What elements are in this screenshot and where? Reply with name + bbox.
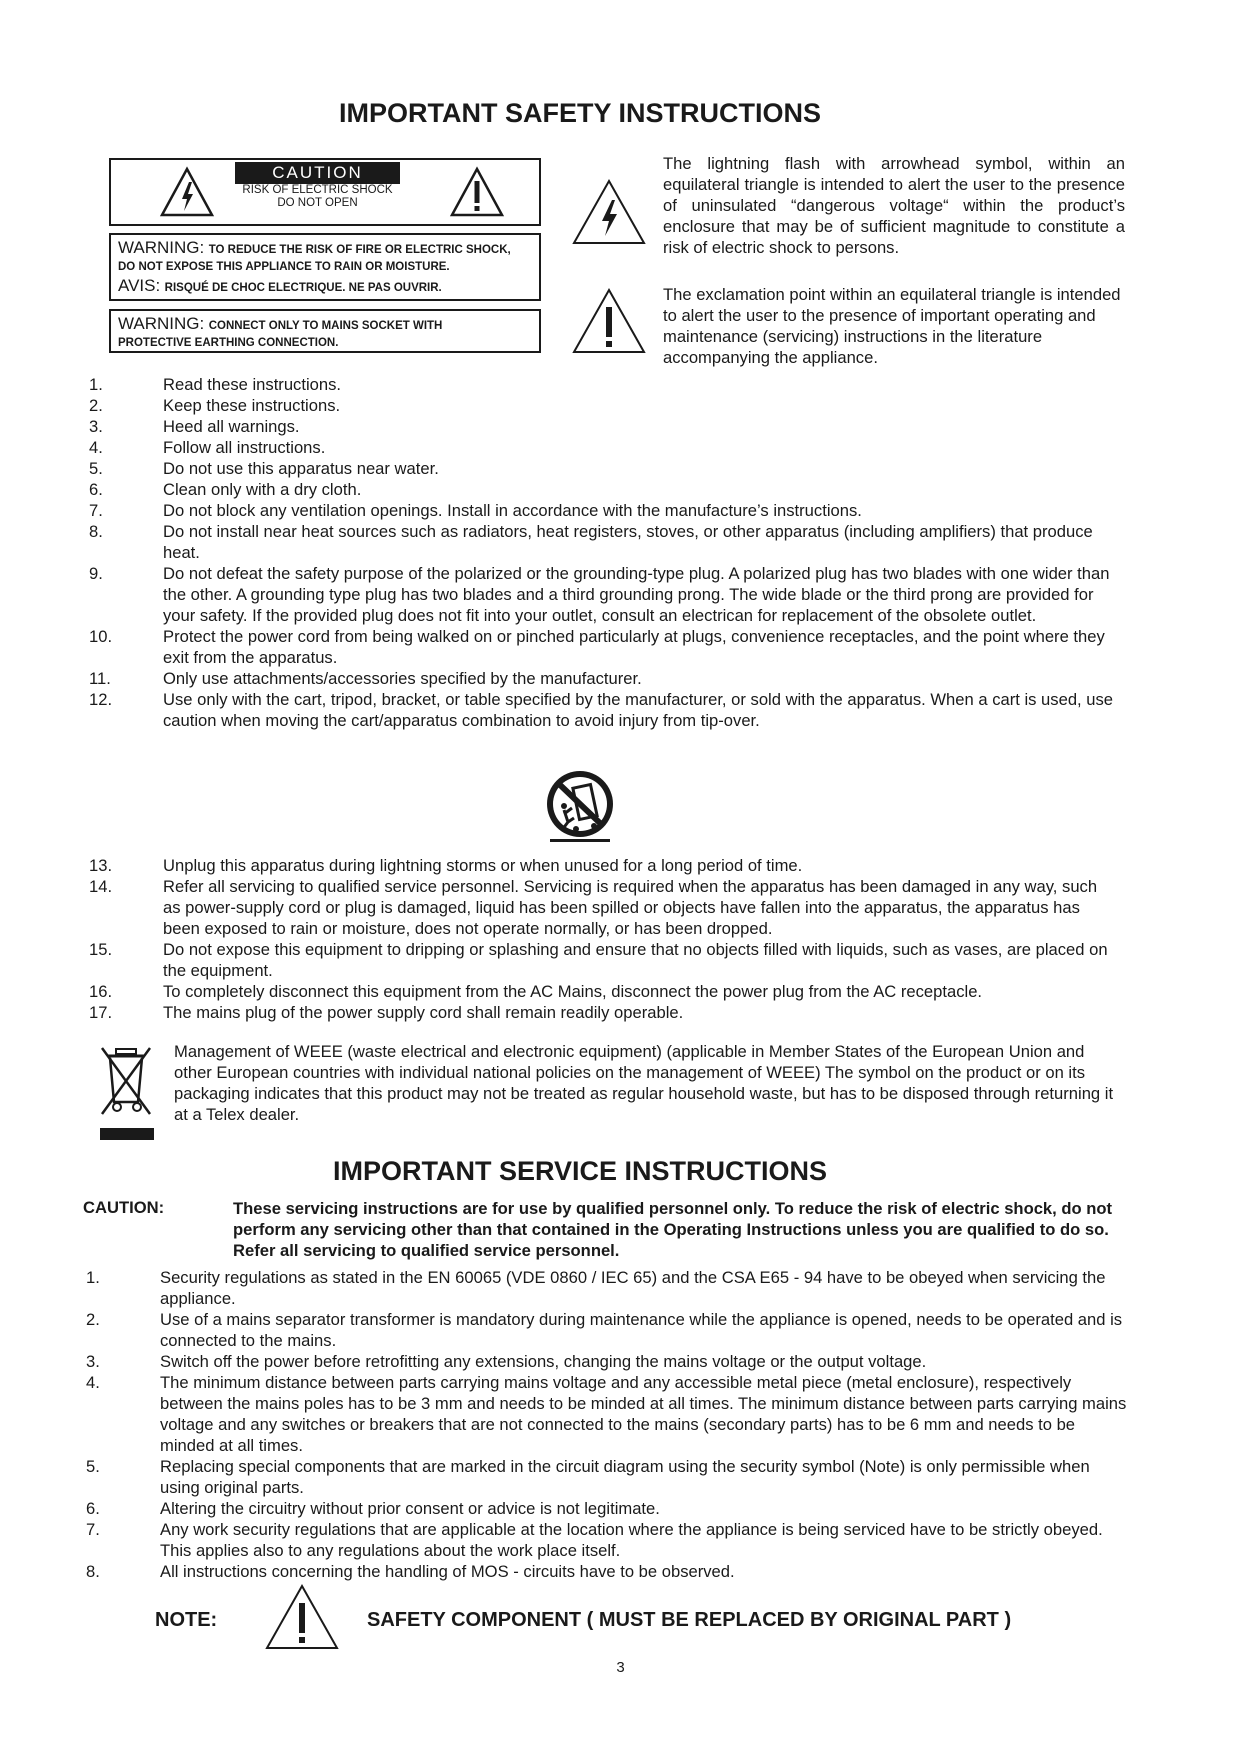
caution-line-2: DO NOT OPEN — [277, 197, 358, 209]
list-item-number: 7. — [89, 501, 103, 520]
list-item-number: 13. — [89, 856, 113, 875]
lightning-description: The lightning flash with arrowhead symbol, within an equilateral triangle is intended to alert the user to the presence of uninsulated “dangerous voltage“ within the product’s enclosure that may be of sufficient magnitude to constitute a risk of electric shock to persons. — [663, 154, 1125, 257]
caution-text: These servicing instructions are for use by qualified personnel only. To reduce the risk of electric shock, do not perform any servicing other than that contained in the Operating Instructions unless you are qualified to do so. Refer all servicing to qualified service personnel. — [233, 1199, 1113, 1260]
list-item-number: 15. — [89, 940, 113, 959]
list-item-text: To completely disconnect this equipment from the AC Mains, disconnect the power plug from the AC receptacle. — [163, 982, 983, 1001]
list-item-text: Use only with the cart, tripod, bracket, or table specified by the manufacturer, or sold with the apparatus. When a cart is used, use caution when moving the cart/apparatus combination to avoid injury from tip-over. — [163, 690, 1114, 730]
list-item-text: Security regulations as stated in the EN 60065 (VDE 0860 / IEC 65) and the CSA E65 - 94 have to be obeyed when servicing the appliance. — [160, 1268, 1106, 1308]
list-item-number: 14. — [89, 877, 113, 896]
list-item-text: Do not install near heat sources such as radiators, heat registers, stoves, or other apparatus (including amplifiers) that produce heat. — [163, 522, 1093, 562]
list-item — [86, 1267, 1131, 1309]
list-item-text: Heed all warnings. — [163, 417, 300, 436]
safety-exclamation-icon — [264, 1583, 340, 1651]
safety-instructions-list-continued — [89, 855, 1119, 1023]
list-item-text: Do not use this apparatus near water. — [163, 459, 439, 478]
list-item-number: 1. — [89, 375, 103, 394]
list-item-number: 4. — [86, 1373, 100, 1392]
list-item — [89, 876, 1119, 939]
list-item-text: The mains plug of the power supply cord shall remain readily operable. — [163, 1003, 684, 1022]
list-item — [89, 458, 1119, 479]
list-item — [89, 1002, 1119, 1023]
list-item-text: Use of a mains separator transformer is mandatory during maintenance while the appliance is opened, needs to be operated and is connected to the mains. — [160, 1310, 1123, 1350]
list-item — [89, 437, 1119, 458]
list-item-text: Clean only with a dry cloth. — [163, 480, 362, 499]
list-item-number: 5. — [86, 1457, 100, 1476]
list-item-number: 7. — [86, 1520, 100, 1539]
list-item — [89, 939, 1119, 981]
list-item-text: Replacing special components that are marked in the circuit diagram using the security symbol (Note) is only permissible when using original parts. — [160, 1457, 1090, 1497]
list-item — [89, 416, 1119, 437]
list-item-text: Do not defeat the safety purpose of the polarized or the grounding-type plug. A polarized plug has two blades with one wider than the other. A grounding type plug has two blades and a third grounding prong. The wide blade or the third prong are provided for your safety. If the provided plug does not fit into your outlet, consult an electrican for replacement of the obsolete outlet. — [163, 564, 1110, 625]
warning-box — [109, 233, 541, 301]
list-item — [86, 1561, 1131, 1582]
weee-text: Management of WEEE (waste electrical and electronic equipment) (applicable in Member States of the European Union and other European countries with individual national policies on the management of WEEE) The symbol on the product or on its packaging indicates that this product may not be treated as regular household waste, but has to be disposed through returning it at a Telex dealer. — [174, 1042, 1114, 1124]
list-item-text: Do not expose this equipment to dripping or splashing and ensure that no objects filled with liquids, such as vases, are placed on the equipment. — [163, 940, 1108, 980]
list-item — [89, 626, 1119, 668]
list-item-text: All instructions concerning the handling of MOS - circuits have to be observed. — [160, 1562, 735, 1581]
list-item — [89, 500, 1119, 521]
list-item-number: 3. — [86, 1352, 100, 1371]
lightning-triangle-icon — [571, 178, 647, 246]
list-item-number: 1. — [86, 1268, 100, 1287]
cart-tip-over-icon — [542, 768, 618, 844]
list-item-number: 6. — [86, 1499, 100, 1518]
note-text: SAFETY COMPONENT ( MUST BE REPLACED BY ORIGINAL PART ) — [367, 1609, 1012, 1631]
list-item — [89, 855, 1119, 876]
caution-line-1: RISK OF ELECTRIC SHOCK — [242, 184, 393, 196]
list-item — [89, 689, 1119, 731]
list-item-text: Follow all instructions. — [163, 438, 326, 457]
list-item-number: 8. — [89, 522, 103, 541]
list-item — [89, 395, 1119, 416]
list-item-text: Only use attachments/accessories specified by the manufacturer. — [163, 669, 642, 688]
list-item — [86, 1519, 1131, 1561]
list-item-text: The minimum distance between parts carrying mains voltage and any accessible metal piece (metal enclosure), respectively between the mains poles has to be 3 mm and needs to be minded at all times. The minimum distance between parts carrying mains voltage and any switches or breakers that are not connected to the mains (secondary parts) has to be 6 mm and needs to be minded at all times. — [160, 1373, 1127, 1455]
list-item-text: Switch off the power before retrofitting any extensions, changing the mains voltage or the output voltage. — [160, 1352, 927, 1371]
list-item — [89, 668, 1119, 689]
list-item — [86, 1372, 1131, 1456]
caution-label: CAUTION: — [83, 1198, 165, 1217]
list-item — [86, 1309, 1131, 1351]
safety-instructions-list — [89, 374, 1119, 731]
caution-header: CAUTION — [235, 162, 400, 184]
list-item — [86, 1351, 1131, 1372]
list-item-text: Unplug this apparatus during lightning storms or when unused for a long period of time. — [163, 856, 803, 875]
list-item-text: Any work security regulations that are applicable at the location where the appliance is being serviced have to be strictly obeyed. This applies also to any regulations about the work place itself. — [160, 1520, 1103, 1560]
page-title: IMPORTANT SAFETY INSTRUCTIONS — [338, 98, 821, 128]
list-item-number: 17. — [89, 1003, 113, 1022]
list-item-text: Protect the power cord from being walked on or pinched particularly at plugs, convenience receptacles, and the point where they exit from the apparatus. — [163, 627, 1105, 667]
exclamation-triangle-icon — [571, 287, 647, 355]
list-item — [86, 1498, 1131, 1519]
note-label: NOTE: — [155, 1609, 218, 1631]
list-item — [89, 563, 1119, 626]
list-item — [86, 1456, 1131, 1498]
exclamation-warning-icon — [449, 166, 505, 218]
list-item-number: 16. — [89, 982, 113, 1001]
list-item-number: 5. — [89, 459, 103, 478]
list-item-text: Altering the circuitry without prior consent or advice is not legitimate. — [160, 1499, 660, 1518]
warning2-line-1: CONNECT ONLY TO MAINS SOCKET WITH — [208, 320, 443, 332]
list-item — [89, 374, 1119, 395]
list-item-number: 2. — [89, 396, 103, 415]
list-item-text: Keep these instructions. — [163, 396, 341, 415]
list-item — [89, 521, 1119, 563]
warning2-label: WARNING: — [118, 314, 205, 333]
warning2-line-2: PROTECTIVE EARTHING CONNECTION. — [118, 337, 339, 349]
weee-crossed-bin-icon — [94, 1040, 160, 1146]
warning-line-1: TO REDUCE THE RISK OF FIRE OR ELECTRIC SHOCK, — [208, 244, 511, 256]
earthing-warning-box — [109, 309, 541, 353]
caution-box — [109, 158, 541, 226]
exclamation-description: The exclamation point within an equilateral triangle is intended to alert the user to the presence of important operating and maintenance (servicing) instructions in the literature accompanying the appliance. — [663, 285, 1121, 367]
service-title: IMPORTANT SERVICE INSTRUCTIONS — [332, 1156, 828, 1186]
warning-label: WARNING: — [118, 238, 205, 257]
list-item-number: 6. — [89, 480, 103, 499]
list-item-number: 9. — [89, 564, 103, 583]
service-instructions-list — [86, 1267, 1131, 1582]
warning-line-2: DO NOT EXPOSE THIS APPLIANCE TO RAIN OR MOISTURE. — [118, 261, 450, 273]
list-item-number: 8. — [86, 1562, 100, 1581]
avis-label: AVIS: — [118, 276, 161, 295]
list-item-text: Do not block any ventilation openings. Install in accordance with the manufacture’s instructions. — [163, 501, 862, 520]
list-item — [89, 981, 1119, 1002]
page-number: 3 — [616, 1659, 625, 1676]
list-item — [89, 479, 1119, 500]
list-item-number: 4. — [89, 438, 103, 457]
list-item-text: Read these instructions. — [163, 375, 342, 394]
list-item-text: Refer all servicing to qualified service personnel. Servicing is required when the apparatus has been damaged in any way, such as power-supply cord or plug is damaged, liquid has been spilled or objects have fallen into the apparatus, the apparatus has been exposed to rain or moisture, does not operate normally, or has been dropped. — [163, 877, 1098, 938]
lightning-warning-icon — [159, 166, 215, 218]
list-item-number: 12. — [89, 690, 113, 709]
avis-text: RISQUÉ DE CHOC ELECTRIQUE. NE PAS OUVRIR. — [164, 282, 442, 294]
list-item-number: 11. — [89, 669, 111, 688]
list-item-number: 2. — [86, 1310, 100, 1329]
list-item-number: 3. — [89, 417, 103, 436]
list-item-number: 10. — [89, 627, 113, 646]
